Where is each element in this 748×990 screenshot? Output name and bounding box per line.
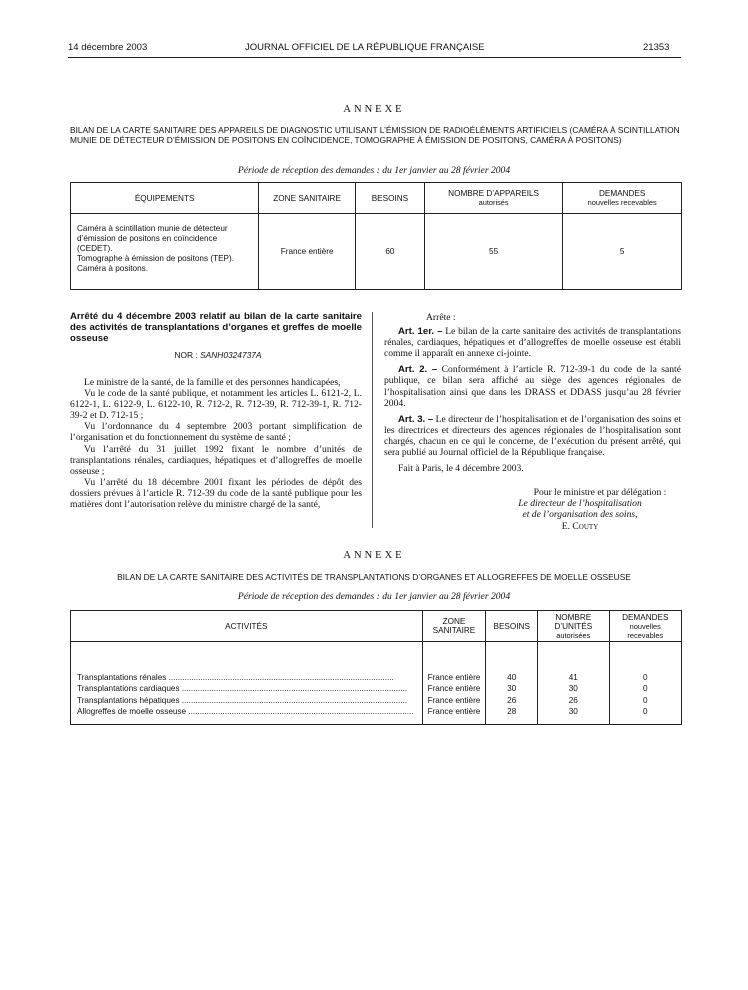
preamble-vu-ordonnance: Vu l’ordonnance du 4 septembre 2003 portant simplification de l’organisation et du fonctionnement du système de santé ; xyxy=(70,421,362,444)
article-2-label: Art. 2. – xyxy=(398,364,438,376)
article-1-text: Le bilan de la carte sanitaire des activités de transplantations rénales, cardiaques, hépatiques et d’allogreffes de moelle osseuse est établi comme il apparaît en annexe ci-jointe. xyxy=(384,326,681,360)
col-demandes xyxy=(609,611,681,642)
zone-renales: France entière xyxy=(427,673,481,682)
col-nombre-unites xyxy=(538,611,609,642)
table-body-row xyxy=(71,642,682,725)
col-demandes xyxy=(563,183,682,214)
col-zone-sanitaire: ZONE SANITAIRE xyxy=(422,611,486,642)
col-nombre-unites-sub: autorisées xyxy=(556,630,591,640)
preamble-vu-arrete-2001: Vu l’arrêté du 18 décembre 2001 fixant les périodes de dépôt des dossiers prévues à l’article R. 712-39 du code de la santé publique pour les matières dont l’autorisation relève du ministre chargé de la santé, xyxy=(70,476,362,511)
annexe-2-heading: BILAN DE LA CARTE SANITAIRE DES ACTIVITÉS DE TRANSPLANTATIONS D’ORGANES ET ALLOGREFFES DE MOELLE OSSEUSE xyxy=(117,572,631,582)
cell-autorisees xyxy=(538,642,609,725)
activity-renales: Transplantations rénales ..... xyxy=(77,672,414,683)
preamble-ministre: Le ministre de la santé, de la famille et des personnes handicapées, xyxy=(84,377,341,388)
cell-demandes: 5 xyxy=(563,214,682,290)
signature-line-3: et de l’organisation des soins, xyxy=(522,509,638,521)
cell-besoins: 60 xyxy=(355,214,424,290)
col-nombre-unites-label: NOMBRE D’UNITÉS xyxy=(554,612,593,631)
nor-value: SANH0324737A xyxy=(200,350,262,360)
nor-label: NOR : xyxy=(174,350,198,360)
besoins-renales: 40 xyxy=(507,673,517,682)
col-besoins: BESOINS xyxy=(355,183,424,214)
column-divider xyxy=(372,312,373,528)
col-demandes-label: DEMANDES xyxy=(598,189,646,198)
annexe-2-title: ANNEXE xyxy=(343,550,405,561)
article-1-label: Art. 1er. – xyxy=(398,326,443,338)
arrete-word: Arrête : xyxy=(426,312,456,323)
autorisees-hepatiques: 26 xyxy=(568,695,578,705)
table-header-row xyxy=(71,183,682,214)
equipment-tep: Tomographe à émission de positons (TEP). xyxy=(77,254,235,263)
article-2 xyxy=(384,364,681,408)
header-page-number: 21353 xyxy=(643,42,670,53)
col-demandes-sub: nouvelles recevables xyxy=(627,621,664,640)
cell-activites xyxy=(71,642,423,725)
signature-line-2: Le directeur de l’hospitalisation xyxy=(518,498,642,510)
signature-line-1: Pour le ministre et par délégation : xyxy=(533,487,667,498)
demandes-renales: 0 xyxy=(642,673,648,682)
article-3-text: Le directeur de l’hospitalisation et de l’organisation des soins et les directrices et directeurs des agences régionales de l’hospitalisation sont chargés, chacun en ce qui le concerne, de l’exécution du présent arrêté, qui sera publié au Journal officiel de la République française. xyxy=(384,413,681,459)
col-equipements: ÉQUIPEMENTS xyxy=(71,183,259,214)
article-1 xyxy=(384,326,681,359)
col-demandes-label: DEMANDES xyxy=(622,612,669,622)
besoins-allogreffes: 28 xyxy=(507,707,517,717)
article-3-label: Art. 3. – xyxy=(398,413,434,425)
zone-cardiaques: France entière xyxy=(427,684,481,694)
activity-hepatiques: Transplantations hépatiques ..... xyxy=(77,695,414,706)
arrete-preamble xyxy=(70,377,362,510)
zone-allogreffes: France entière xyxy=(427,707,481,717)
annexe-1-title: ANNEXE xyxy=(343,104,405,115)
preamble-vu-code: Vu le code de la santé publique, et notamment les articles L. 6121-2, L. 6122-1, L. 6122-9, L. 6122-10, R. 712-2, R. 712-39, R. 712-39-1, R. 712-39-2 et D. 712-15 ; xyxy=(70,388,362,422)
demandes-allogreffes: 0 xyxy=(642,707,648,717)
activity-allogreffes: Allogreffes de moelle osseuse ..... xyxy=(77,706,414,717)
activity-cardiaques: Transplantations cardiaques ..... xyxy=(77,683,414,694)
signature-name: E. Couty xyxy=(561,520,599,532)
signature-block xyxy=(440,487,720,532)
article-2-text: Conformément à l’article R. 712-39-1 du code de la santé publique, ce bilan sera affiché au siège des agences régionales de l’hospitalisation ainsi que dans les DRASS et DDASS jusqu’au 28 février 2004. xyxy=(384,364,681,409)
header-date: 14 décembre 2003 xyxy=(68,42,148,53)
col-nombre-appareils xyxy=(424,183,563,214)
demandes-hepatiques: 0 xyxy=(642,695,648,705)
table-row xyxy=(71,214,682,290)
autorisees-allogreffes: 30 xyxy=(568,707,578,717)
preamble-vu-arrete-1992: Vu l’arrêté du 31 juillet 1992 fixant le nombre d’unités de transplantations rénales, cardiaques, hépatiques et d’allogreffes de moelle osseuse ; xyxy=(70,443,362,477)
arrete-nor xyxy=(0,350,436,360)
arrete-articles xyxy=(384,312,681,474)
header-rule xyxy=(68,57,681,58)
arrete-title: Arrêté du 4 décembre 2003 relatif au bilan de la carte sanitaire des activités de transplantations d’organes et greffes de moelle osseuse xyxy=(70,311,362,344)
demandes-cardiaques: 0 xyxy=(642,684,648,694)
annexe-1-table xyxy=(70,182,682,290)
col-nombre-appareils-sub: autorisés xyxy=(478,198,509,207)
col-activites: ACTIVITÉS xyxy=(71,611,423,642)
fait-a-paris: Fait à Paris, le 4 décembre 2003. xyxy=(398,463,524,475)
autorisees-cardiaques: 30 xyxy=(568,684,578,694)
header-journal-title: JOURNAL OFFICIEL DE LA RÉPUBLIQUE FRANÇAISE xyxy=(245,42,485,53)
col-demandes-sub: nouvelles recevables xyxy=(587,198,657,207)
autorisees-renales: 41 xyxy=(568,673,578,682)
col-zone-sanitaire: ZONE SANITAIRE xyxy=(259,183,356,214)
col-nombre-appareils-label: NOMBRE D’APPAREILS xyxy=(448,189,540,198)
article-3 xyxy=(384,414,681,458)
col-besoins: BESOINS xyxy=(486,611,538,642)
besoins-hepatiques: 26 xyxy=(507,695,517,705)
annexe-2-table xyxy=(70,610,682,725)
annexe-1-heading: BILAN DE LA CARTE SANITAIRE DES APPAREILS DE DIAGNOSTIC UTILISANT L’ÉMISSION DE RADIOÉLÉMENTS ARTIFICIELS (CAMÉRA À SCINTILLATION MUNIE DE DÉTECTEUR D’ÉMISSION DE POSITONS EN COÏNCIDENCE, TOMOGRAPHE À ÉMISSION DE POSITONS, CAMÉRA À POSITONS) xyxy=(70,125,680,145)
cell-zones xyxy=(422,642,486,725)
table-header-row xyxy=(71,611,682,642)
cell-equipements xyxy=(71,214,259,290)
equipment-camera-positons: Caméra à positons. xyxy=(77,264,148,273)
equipment-cedet: Caméra à scintillation munie de détecteur d’émission de positons en coïncidence (CEDET). xyxy=(77,224,228,253)
zone-hepatiques: France entière xyxy=(427,695,481,705)
annexe-2-period: Période de réception des demandes : du 1er janvier au 28 février 2004 xyxy=(237,591,511,602)
cell-zone: France entière xyxy=(259,214,356,290)
cell-autorises: 55 xyxy=(424,214,563,290)
besoins-cardiaques: 30 xyxy=(507,684,517,694)
annexe-1-period: Période de réception des demandes : du 1er janvier au 28 février 2004 xyxy=(237,165,511,176)
cell-besoins xyxy=(486,642,538,725)
cell-demandes xyxy=(609,642,681,725)
